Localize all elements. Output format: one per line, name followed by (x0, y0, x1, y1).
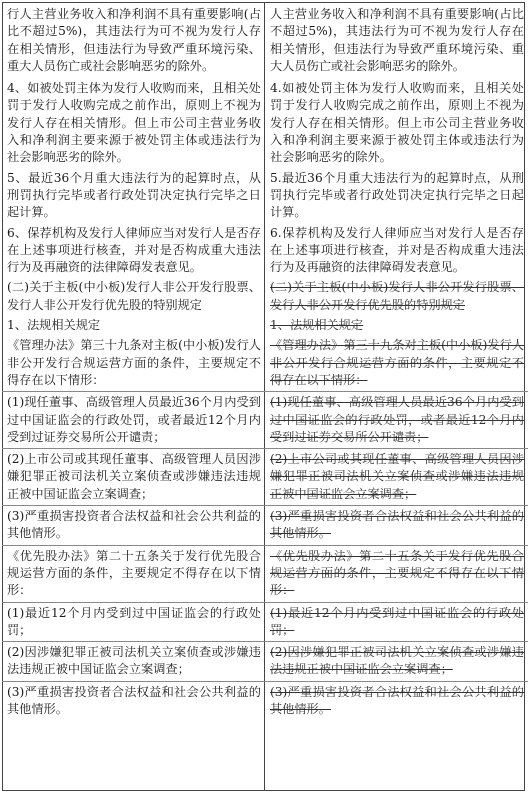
right-para-5-deleted: 1、法规相关规定 (270, 318, 364, 333)
left-para-12: (2)因涉嫌犯罪正被司法机关立案侦查或涉嫌违法违规正被中国证监会立案调查； (7, 645, 261, 677)
right-para-9-deleted: (3)严重损害投资者合法权益和社会公共利益的其他情形。 (270, 509, 524, 541)
right-para-8-deleted: (2)上市公司或其现任董事、高级管理人员因涉嫌犯罪正被司法机关立案侦查或涉嫌违法违规正被中国证监会立案调查； (270, 452, 524, 501)
right-para-10-deleted: 《优先股办法》第二十五条关于发行优先股合规运营方面的条件，主要规定不得存在以下情形： (270, 548, 524, 598)
right-sep-0 (265, 391, 528, 392)
right-para-13-deleted: (3)严重损害投资者合法权益和社会公共利益的其他情形。 (270, 684, 524, 716)
right-sep-6 (265, 681, 528, 682)
right-para-7-deleted: (1)现任董事、高级管理人员最近36个月内受到过中国证监会的行政处罚，或者最近12个月内受到过证券交易所公开谴责； (270, 395, 524, 444)
left-para-4: (二)关于主板(中小板)发行人非公开发行股票、发行人非公开发行优先股的特别规定 (7, 280, 261, 312)
right-sep-1 (265, 448, 528, 449)
left-para-7: (1)现任董事、高级管理人员最近36个月内受到过中国证监会的行政处罚，或者最近12个月内受到过证券交易所公开谴责； (7, 395, 261, 444)
left-para-6: 《管理办法》第三十九条对主板(中小板)发行人非公开发行合规运营方面的条件，主要规定不得存在以下情形： (7, 338, 261, 387)
right-para-11-deleted: (1)最近12个月内受到过中国证监会的行政处罚； (270, 605, 524, 637)
left-para-10: 《优先股办法》第二十五条关于发行优先股合规运营方面的条件，主要规定不得存在以下情形： (7, 548, 261, 598)
right-para-4-deleted: (二)关于主板(中小板)发行人非公开发行股票、发行人非公开发行优先股的特别规定 (270, 280, 524, 312)
column-divider (264, 2, 265, 791)
left-sep-2 (2, 505, 266, 506)
right-sep-2 (265, 505, 528, 506)
left-sep-3 (2, 545, 266, 546)
left-sep-6 (2, 681, 266, 682)
left-para-3: 6、保荐机构及发行人律师应当对发行人是否存在上述事项进行核查，并对是否构成重大违法行为及再融资的法律障碍发表意见。 (7, 225, 261, 275)
right-para-2: 5.最近36个月重大违法行为的起算时点，从刑罚执行完毕或者行政处罚决定执行完毕之日起计算。 (270, 170, 524, 220)
left-para-1: 4、如被处罚主体为发行人收购而来，且相关处罚于发行人收购完成之前作出，原则上不视为发行人存在相关情形。但上市公司主营业务收入和净利润主要来源于被处罚主体或违法行为社会影响恶劣的除外。 (7, 81, 261, 165)
left-para-13: (3)严重损害投资者合法权益和社会公共利益的其他情形。 (7, 684, 261, 716)
right-para-6-deleted: 《管理办法》第三十九条对主板(中小板)发行人非公开发行合规运营方面的条件，主要规定不得存在以下情形： (270, 338, 524, 387)
left-sep-5 (2, 641, 266, 642)
right-sep-4 (265, 602, 528, 603)
left-para-5: 1、法规相关规定 (7, 318, 101, 333)
left-sep-0 (2, 391, 266, 392)
left-column (7, 6, 261, 718)
right-column (270, 6, 524, 718)
right-para-1: 4.如被处罚主体为发行人收购而来，且相关处罚于发行人收购完成之前作出，原则上不视为发行人存在相关情形。但上市公司主营业务收入和净利润主要来源于被处罚主体或违法行为社会影响恶劣的除外。 (270, 81, 524, 165)
right-para-3: 6.保荐机构及发行人律师应当对发行人是否存在上述事项进行核查，并对是否构成重大违法行为及再融资的法律障碍发表意见。 (270, 225, 524, 275)
left-sep-4 (2, 602, 266, 603)
left-para-2: 5、最近36个月重大违法行为的起算时点，从刑罚执行完毕或者行政处罚决定执行完毕之日起计算。 (7, 170, 261, 220)
right-sep-5 (265, 641, 528, 642)
left-para-11: (1)最近12个月内受到过中国证监会的行政处罚； (7, 605, 261, 637)
left-para-8: (2)上市公司或其现任董事、高级管理人员因涉嫌犯罪正被司法机关立案侦查或涉嫌违法违规正被中国证监会立案调查； (7, 452, 261, 501)
left-para-9: (3)严重损害投资者合法权益和社会公共利益的其他情形。 (7, 509, 261, 541)
right-para-0: 人主营业务收入和净利润不具有重要影响(占比不超过5%)，其违法行为可不视为发行人存在相关情形，但违法行为导致严重环境污染、重大人员伤亡或社会影响恶劣的除外。 (270, 7, 524, 73)
right-para-12-deleted: (2)因涉嫌犯罪正被司法机关立案侦查或涉嫌违法违规正被中国证监会立案调查； (270, 645, 524, 677)
left-sep-1 (2, 448, 266, 449)
left-para-0: 行人主营业务收入和净利润不具有重要影响(占比不超过5%)，其违法行为可不视为发行人存在相关情形，但违法行为导致严重环境污染、重大人员伤亡或社会影响恶劣的除外。 (7, 7, 261, 73)
right-sep-3 (265, 545, 528, 546)
